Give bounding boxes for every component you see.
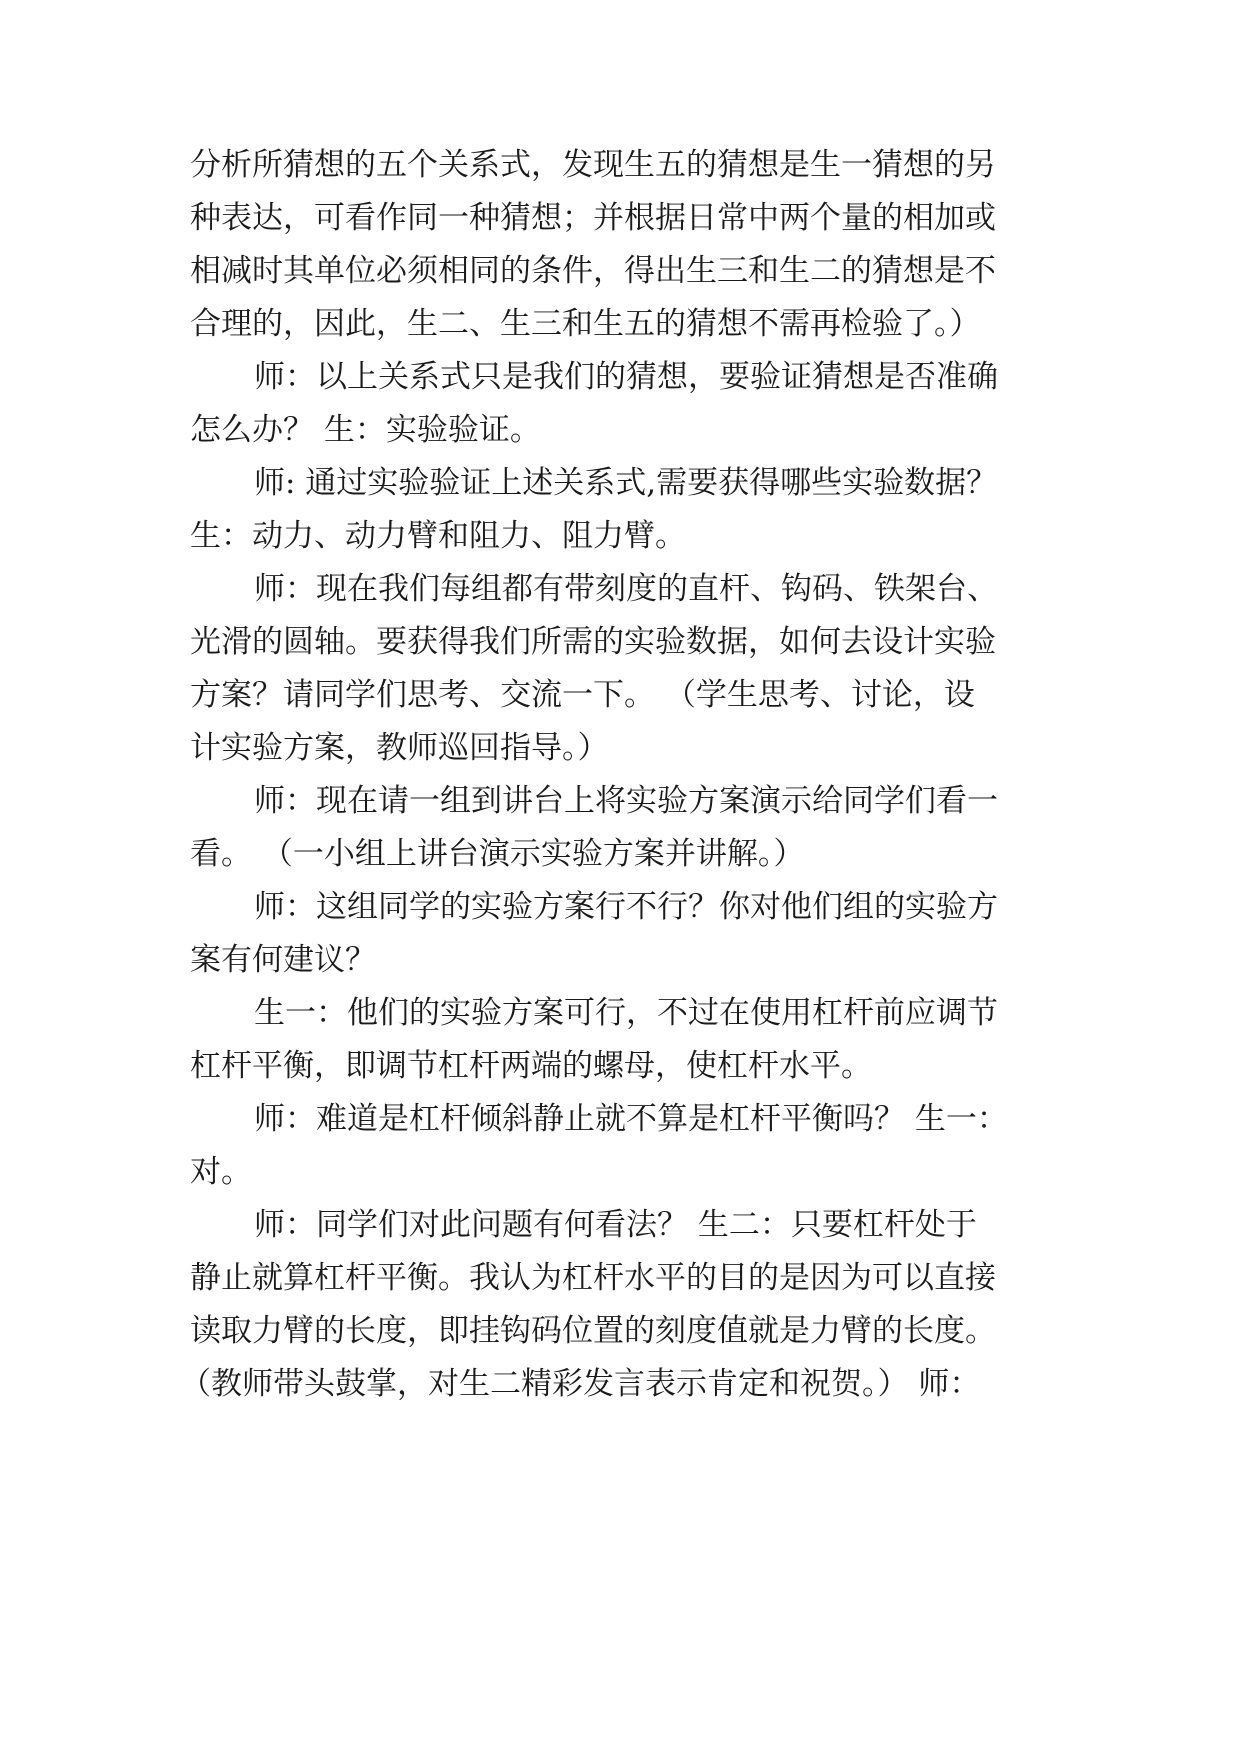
text-line: 分析所猜想的五个关系式，发现生五的猜想是生一猜想的另 [190, 147, 996, 183]
text-line: 师：以上关系式只是我们的猜想，要验证猜想是否准确 [254, 359, 998, 395]
text-line: 案有何建议？ [190, 942, 376, 978]
text-line: 相减时其单位必须相同的条件，得出生三和生二的猜想是不 [190, 253, 996, 289]
text-line: 静止就算杠杆平衡。我认为杠杆水平的目的是因为可以直接 [190, 1260, 996, 1296]
text-line: 师：难道是杠杆倾斜静止就不算是杠杆平衡吗？ 生一： [254, 1101, 1008, 1137]
text-line: 师：现在请一组到讲台上将实验方案演示给同学们看一 [254, 783, 998, 819]
text-line: 怎么办？ 生：实验验证。 [190, 412, 541, 448]
text-line: 种表达，可看作同一种猜想；并根据日常中两个量的相加或 [190, 200, 996, 236]
text-line: 师: 通过实验验证上述关系式,需要获得哪些实验数据？ [254, 465, 998, 501]
text-line: 生一：他们的实验方案可行，不过在使用杠杆前应调节 [254, 995, 998, 1031]
text-line: 生：动力、动力臂和阻力、阻力臂。 [190, 518, 686, 554]
text-line: 计实验方案，教师巡回指导。） [190, 730, 609, 766]
text-line: （教师带头鼓掌，对生二精彩发言表示肯定和祝贺。） 师： [180, 1366, 981, 1402]
text-line: 师：现在我们每组都有带刻度的直杆、钩码、铁架台、 [254, 571, 998, 607]
text-line: 杠杆平衡，即调节杠杆两端的螺母，使杠杆水平。 [190, 1048, 872, 1084]
text-line: 光滑的圆轴。要获得我们所需的实验数据，如何去设计实验 [190, 624, 996, 660]
text-line: 师：同学们对此问题有何看法？ 生二：只要杠杆处于 [254, 1207, 977, 1243]
text-line: 对。 [190, 1154, 252, 1190]
text-line: 方案？请同学们思考、交流一下。 （学生思考、讨论，设 [190, 677, 975, 713]
text-line: 师：这组同学的实验方案行不行？你对他们组的实验方 [254, 889, 998, 925]
text-line: 读取力臂的长度，即挂钩码位置的刻度值就是力臂的长度。 [190, 1313, 996, 1349]
text-line: 合理的，因此，生二、生三和生五的猜想不需再检验了。） [190, 306, 981, 342]
text-line: 看。 （一小组上讲台演示实验方案并讲解。） [190, 836, 805, 872]
